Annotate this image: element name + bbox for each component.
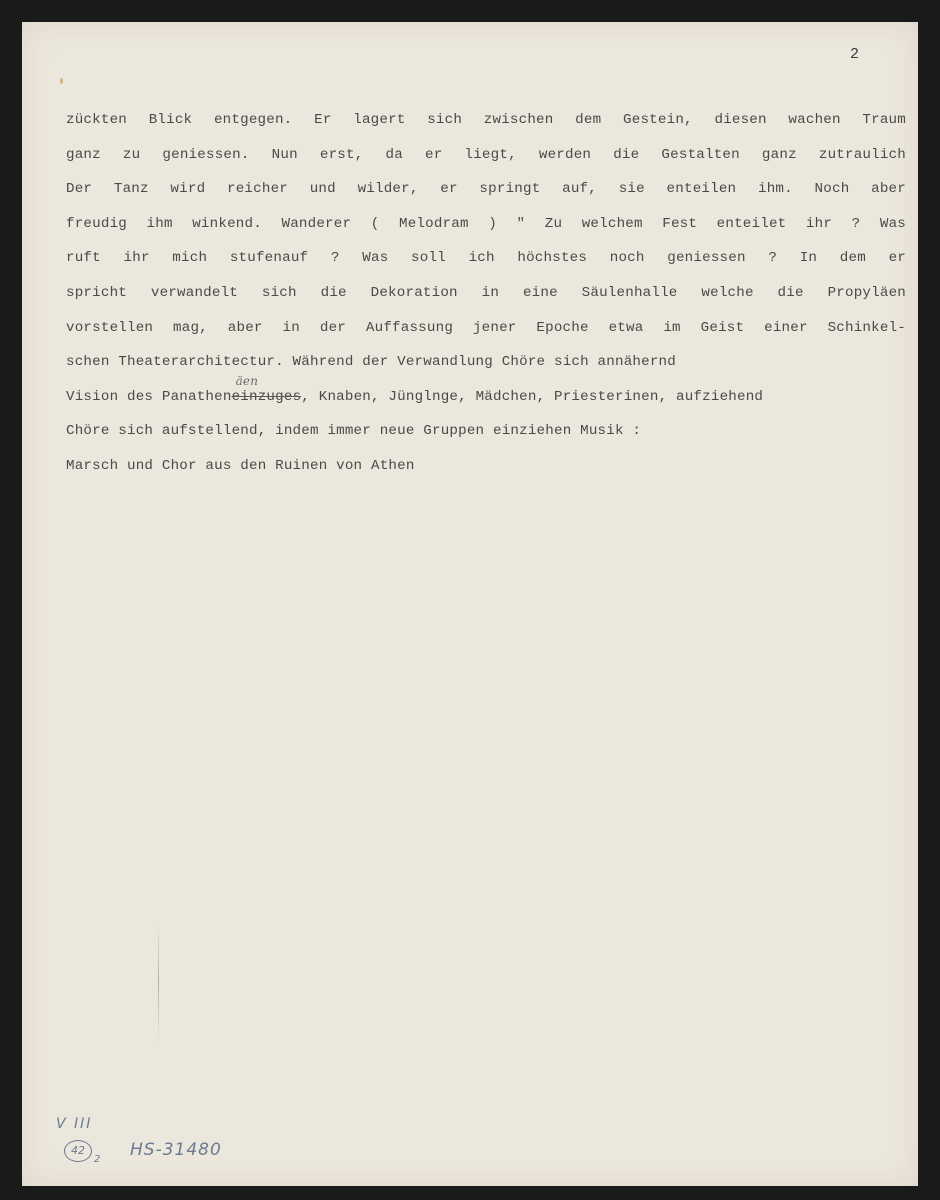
typed-text-body bbox=[66, 110, 906, 491]
text-line: Marsch und Chor aus den Ruinen von Athen bbox=[66, 457, 415, 474]
archive-folio-mark: 42 bbox=[64, 1140, 92, 1162]
text-line: freudig ihm winkend. Wanderer ( Melodram ) " Zu welchem Fest enteilet ihr ? Was bbox=[66, 215, 906, 232]
text-line: zückten Blick entgegen. Er lagert sich zwischen dem Gestein, diesen wachen Traum bbox=[66, 112, 906, 128]
page-number: 2 bbox=[850, 46, 860, 63]
struck-text: einzuges bbox=[231, 388, 302, 405]
text-line: schen Theaterarchitectur. Während der Verwandlung Chöre sich annähernd bbox=[66, 354, 676, 371]
text-line: ganz zu geniessen. Nun erst, da er liegt, werden die Gestalten ganz zutraulich bbox=[66, 146, 906, 163]
paper-stain bbox=[60, 78, 63, 84]
text-line: vorstellen mag, aber in der Auffassung jener Epoche etwa im Geist einer Schinkel- bbox=[66, 319, 906, 336]
text-line: Chöre sich aufstellend, indem immer neue Gruppen einziehen Musik : bbox=[66, 423, 642, 440]
document-page bbox=[22, 22, 918, 1186]
edited-line-after: , Knaben, Jünglnge, Mädchen, Priesterinen, aufziehend bbox=[301, 388, 764, 405]
archive-folio-sub: 2 bbox=[94, 1154, 101, 1165]
text-line: Der Tanz wird reicher und wilder, er springt auf, sie enteilen ihm. Noch aber bbox=[66, 181, 906, 198]
handwritten-correction bbox=[231, 373, 302, 405]
text-line: spricht verwandelt sich die Dekoration in eine Säulenhalle welche die Propyläen bbox=[66, 284, 906, 301]
paper-crease bbox=[158, 922, 159, 1042]
text-line: ruft ihr mich stufenauf ? Was soll ich höchstes noch geniessen ? In dem er bbox=[66, 250, 906, 267]
text-line-edited bbox=[66, 373, 906, 422]
edited-line-before: Vision des Panathen bbox=[66, 388, 232, 405]
inserted-text: äen bbox=[235, 373, 259, 388]
archive-signature: HS-31480 bbox=[130, 1140, 222, 1160]
archive-volume-mark: V III bbox=[56, 1116, 93, 1132]
